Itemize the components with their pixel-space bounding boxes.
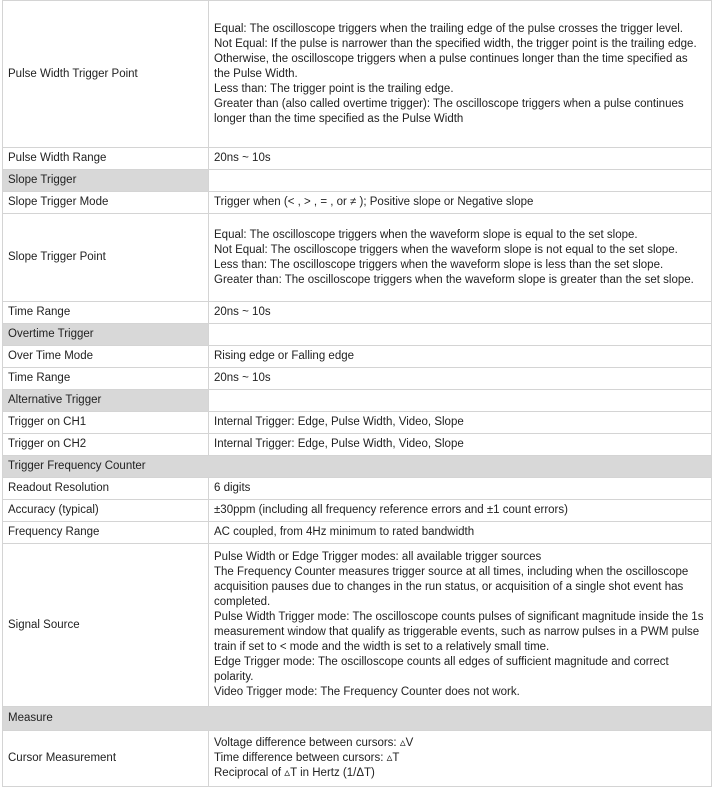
spec-label: Frequency Range bbox=[3, 522, 209, 544]
section-empty-cell bbox=[209, 324, 712, 346]
spec-label: Time Range bbox=[3, 368, 209, 390]
spec-value: Internal Trigger: Edge, Pulse Width, Video, Slope bbox=[209, 412, 712, 434]
spec-value: 20ns ~ 10s bbox=[209, 302, 712, 324]
spec-row bbox=[3, 731, 712, 787]
spec-value-line: Equal: The oscilloscope triggers when the waveform slope is equal to the set slope. bbox=[214, 228, 638, 241]
section-empty-cell bbox=[209, 170, 712, 192]
spec-label: Cursor Measurement bbox=[3, 731, 209, 787]
section-header-row bbox=[3, 324, 712, 346]
spec-row bbox=[3, 302, 712, 324]
spec-table bbox=[2, 0, 712, 787]
spec-row bbox=[3, 1, 712, 148]
section-title: Alternative Trigger bbox=[3, 390, 209, 412]
section-header-row bbox=[3, 456, 712, 478]
spec-row bbox=[3, 412, 712, 434]
spec-row bbox=[3, 522, 712, 544]
section-title: Slope Trigger bbox=[3, 170, 209, 192]
spec-value: Rising edge or Falling edge bbox=[209, 346, 712, 368]
section-title: Measure bbox=[3, 707, 712, 731]
spec-value-line: Pulse Width Trigger mode: The oscilloscope counts pulses of significant magnitude inside the 1s measurement window that qualify as triggerable events, such as narrow pulses in a PWM pulse train if set to < mode and the width is set to a relatively small time. bbox=[214, 611, 704, 653]
spec-label: Slope Trigger Point bbox=[3, 214, 209, 302]
spec-value-line: Voltage difference between cursors: ▵V bbox=[214, 737, 414, 749]
spec-row bbox=[3, 192, 712, 214]
spec-row bbox=[3, 544, 712, 707]
spec-value: Internal Trigger: Edge, Pulse Width, Video, Slope bbox=[209, 434, 712, 456]
spec-row bbox=[3, 500, 712, 522]
spec-label: Accuracy (typical) bbox=[3, 500, 209, 522]
section-header-row bbox=[3, 170, 712, 192]
spec-value-line: Greater than: The oscilloscope triggers when the waveform slope is greater than the set slope. bbox=[214, 273, 694, 286]
spec-label: Readout Resolution bbox=[3, 478, 209, 500]
spec-value-line: Greater than (also called overtime trigger): The oscilloscope triggers when a pulse continues longer than the time specified as the Pulse Width bbox=[214, 97, 684, 125]
spec-row bbox=[3, 346, 712, 368]
spec-label: Trigger on CH1 bbox=[3, 412, 209, 434]
spec-value: 20ns ~ 10s bbox=[209, 368, 712, 390]
section-header-row bbox=[3, 707, 712, 731]
spec-row bbox=[3, 214, 712, 302]
section-title: Trigger Frequency Counter bbox=[3, 456, 712, 478]
spec-value: 6 digits bbox=[209, 478, 712, 500]
spec-value-line: Not Equal: The oscilloscope triggers when the waveform slope is not equal to the set slope. bbox=[214, 243, 678, 256]
spec-table-container bbox=[2, 0, 712, 787]
spec-label: Over Time Mode bbox=[3, 346, 209, 368]
spec-label: Trigger on CH2 bbox=[3, 434, 209, 456]
spec-label: Time Range bbox=[3, 302, 209, 324]
section-title: Overtime Trigger bbox=[3, 324, 209, 346]
spec-table-body bbox=[3, 1, 712, 787]
spec-row bbox=[3, 368, 712, 390]
spec-value: Trigger when (< , > , = , or ≠ ); Positive slope or Negative slope bbox=[209, 192, 712, 214]
spec-value-line: Video Trigger mode: The Frequency Counter does not work. bbox=[214, 686, 520, 698]
spec-value: 20ns ~ 10s bbox=[209, 148, 712, 170]
spec-label: Slope Trigger Mode bbox=[3, 192, 209, 214]
spec-value bbox=[209, 731, 712, 787]
spec-label: Signal Source bbox=[3, 544, 209, 707]
spec-value-line: Time difference between cursors: ▵T bbox=[214, 752, 400, 764]
spec-value: ±30ppm (including all frequency reference errors and ±1 count errors) bbox=[209, 500, 712, 522]
spec-value bbox=[209, 214, 712, 302]
spec-value-line: Equal: The oscilloscope triggers when the trailing edge of the pulse crosses the trigger level. bbox=[214, 22, 683, 35]
spec-value-line: Reciprocal of ▵T in Hertz (1/ΔT) bbox=[214, 767, 375, 779]
spec-value-line: The Frequency Counter measures trigger source at all times, including when the oscilloscope acquisition pauses due to changes in the run status, or acquisition of a single shot event has completed. bbox=[214, 566, 689, 608]
spec-value-line: Pulse Width or Edge Trigger modes: all available trigger sources bbox=[214, 551, 542, 563]
section-empty-cell bbox=[209, 390, 712, 412]
spec-value bbox=[209, 1, 712, 148]
spec-label: Pulse Width Trigger Point bbox=[3, 1, 209, 148]
spec-row bbox=[3, 478, 712, 500]
spec-value bbox=[209, 544, 712, 707]
spec-value-line: Less than: The oscilloscope triggers when the waveform slope is less than the set slope. bbox=[214, 258, 664, 271]
spec-value-line: Edge Trigger mode: The oscilloscope counts all edges of sufficient magnitude and correct polarity. bbox=[214, 656, 669, 683]
section-header-row bbox=[3, 390, 712, 412]
spec-value: AC coupled, from 4Hz minimum to rated bandwidth bbox=[209, 522, 712, 544]
spec-row bbox=[3, 148, 712, 170]
spec-value-line: Not Equal: If the pulse is narrower than the specified width, the trigger point is the trailing edge. Otherwise, the oscilloscope triggers when a pulse continues longer than the time specified as the Pulse Width. bbox=[214, 37, 697, 80]
spec-row bbox=[3, 434, 712, 456]
spec-value-line: Less than: The trigger point is the trailing edge. bbox=[214, 82, 454, 95]
spec-label: Pulse Width Range bbox=[3, 148, 209, 170]
